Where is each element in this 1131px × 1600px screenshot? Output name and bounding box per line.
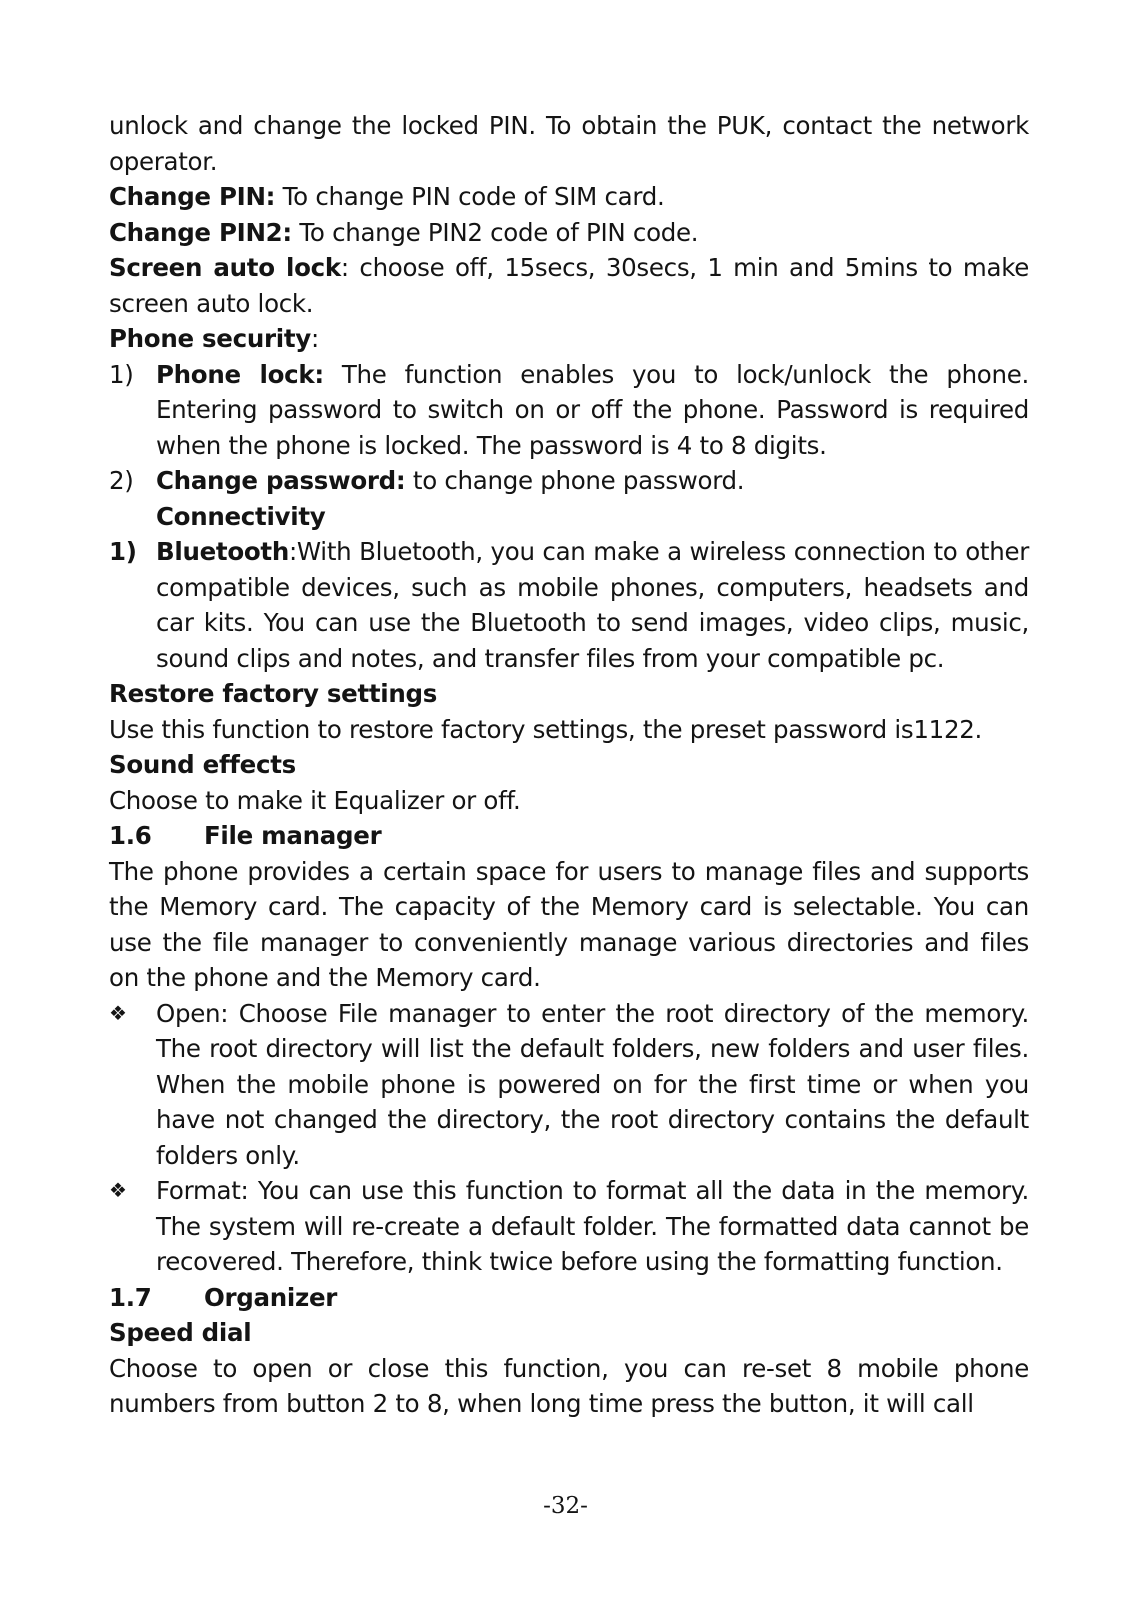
phone-security-heading bbox=[109, 321, 1029, 357]
phone-lock-text: The function enables you to lock/unlock the phone. Entering password to switch on or off the phone. Password is required when the phone is locked. The password is 4 to 8 digits. bbox=[156, 359, 1029, 460]
bluetooth-item bbox=[109, 534, 1029, 676]
manual-page bbox=[109, 108, 1029, 1422]
phone-lock-body bbox=[156, 357, 1029, 464]
change-pin2-text: To change PIN2 code of PIN code. bbox=[291, 217, 699, 247]
change-pin-entry bbox=[109, 179, 1029, 215]
bluetooth-number: 1) bbox=[109, 537, 137, 566]
change-pin-label: Change PIN: bbox=[109, 182, 276, 211]
screen-auto-lock-entry bbox=[109, 250, 1029, 321]
phone-lock-number: 1) bbox=[109, 359, 134, 389]
intro-paragraph: unlock and change the locked PIN. To obtain the PUK, contact the network operator. bbox=[109, 111, 1029, 176]
file-manager-number: 1.6 bbox=[109, 821, 152, 850]
change-pin-text: To change PIN code of SIM card. bbox=[275, 182, 665, 211]
organizer-number: 1.7 bbox=[109, 1282, 152, 1312]
diamond-bullet-icon: ❖ bbox=[109, 1000, 127, 1025]
screen-auto-lock-label: Screen auto lock bbox=[109, 253, 341, 282]
change-password-body bbox=[156, 463, 1029, 499]
sound-effects-text: Choose to make it Equalizer or off. bbox=[109, 785, 521, 815]
change-password-item bbox=[109, 463, 1029, 499]
bluetooth-label: Bluetooth bbox=[156, 537, 289, 566]
diamond-bullet-icon: ❖ bbox=[109, 1178, 127, 1202]
restore-heading: Restore factory settings bbox=[109, 679, 438, 708]
organizer-title: Organizer bbox=[204, 1282, 338, 1312]
change-pin2-entry bbox=[109, 215, 1029, 251]
change-password-label: Change password: bbox=[156, 466, 406, 495]
phone-security-title: Phone security bbox=[109, 324, 311, 353]
connectivity-heading: Connectivity bbox=[156, 501, 326, 531]
sound-effects-heading: Sound effects bbox=[109, 750, 296, 779]
bluetooth-text: :With Bluetooth, you can make a wireless connection to other compatible devices, such as mobile phones, computers, headsets and car kits. You can use the Bluetooth to send images, video clips, music, sound clips and notes, and transfer files from your compatible pc. bbox=[156, 537, 1029, 673]
open-bullet-item bbox=[109, 996, 1029, 1174]
speed-dial-heading: Speed dial bbox=[109, 1318, 252, 1347]
phone-lock-item bbox=[109, 357, 1029, 464]
change-pin2-label: Change PIN2: bbox=[109, 217, 292, 247]
organizer-section-heading bbox=[109, 1280, 1029, 1316]
format-bullet-item bbox=[109, 1173, 1029, 1280]
restore-text: Use this function to restore factory settings, the preset password is1122. bbox=[109, 714, 983, 744]
change-password-number: 2) bbox=[109, 466, 134, 495]
bluetooth-body bbox=[156, 534, 1029, 676]
file-manager-title: File manager bbox=[204, 821, 382, 850]
file-manager-text: The phone provides a certain space for users to manage files and supports the Memory card. The capacity of the Memory card is selectable. You can use the file manager to conveniently manage various directories and files on the phone and the Memory card. bbox=[109, 856, 1029, 992]
open-bullet-text: Open: Choose File manager to enter the root directory of the memory. The root directory will list the default folders, new folders and user files. When the mobile phone is powered on for the first time or when you have not changed the directory, the root directory contains the default folders only. bbox=[156, 998, 1029, 1170]
format-bullet-text: Format: You can use this function to format all the data in the memory. The system will re-create a default folder. The formatted data cannot be recovered. Therefore, think twice before using the formatting function. bbox=[156, 1176, 1029, 1276]
phone-lock-label: Phone lock: bbox=[156, 359, 324, 389]
speed-dial-text: Choose to open or close this function, you can re-set 8 mobile phone numbers from button 2 to 8, when long time press the button, it will call bbox=[109, 1353, 1029, 1418]
change-password-text: to change phone password. bbox=[405, 466, 745, 495]
file-manager-section-heading bbox=[109, 818, 1029, 854]
phone-security-colon: : bbox=[310, 324, 319, 353]
page-number: -32- bbox=[543, 1493, 588, 1519]
screen-auto-lock-text: : choose off, 15secs, 30secs, 1 min and 5mins to make screen auto lock. bbox=[109, 253, 1029, 318]
